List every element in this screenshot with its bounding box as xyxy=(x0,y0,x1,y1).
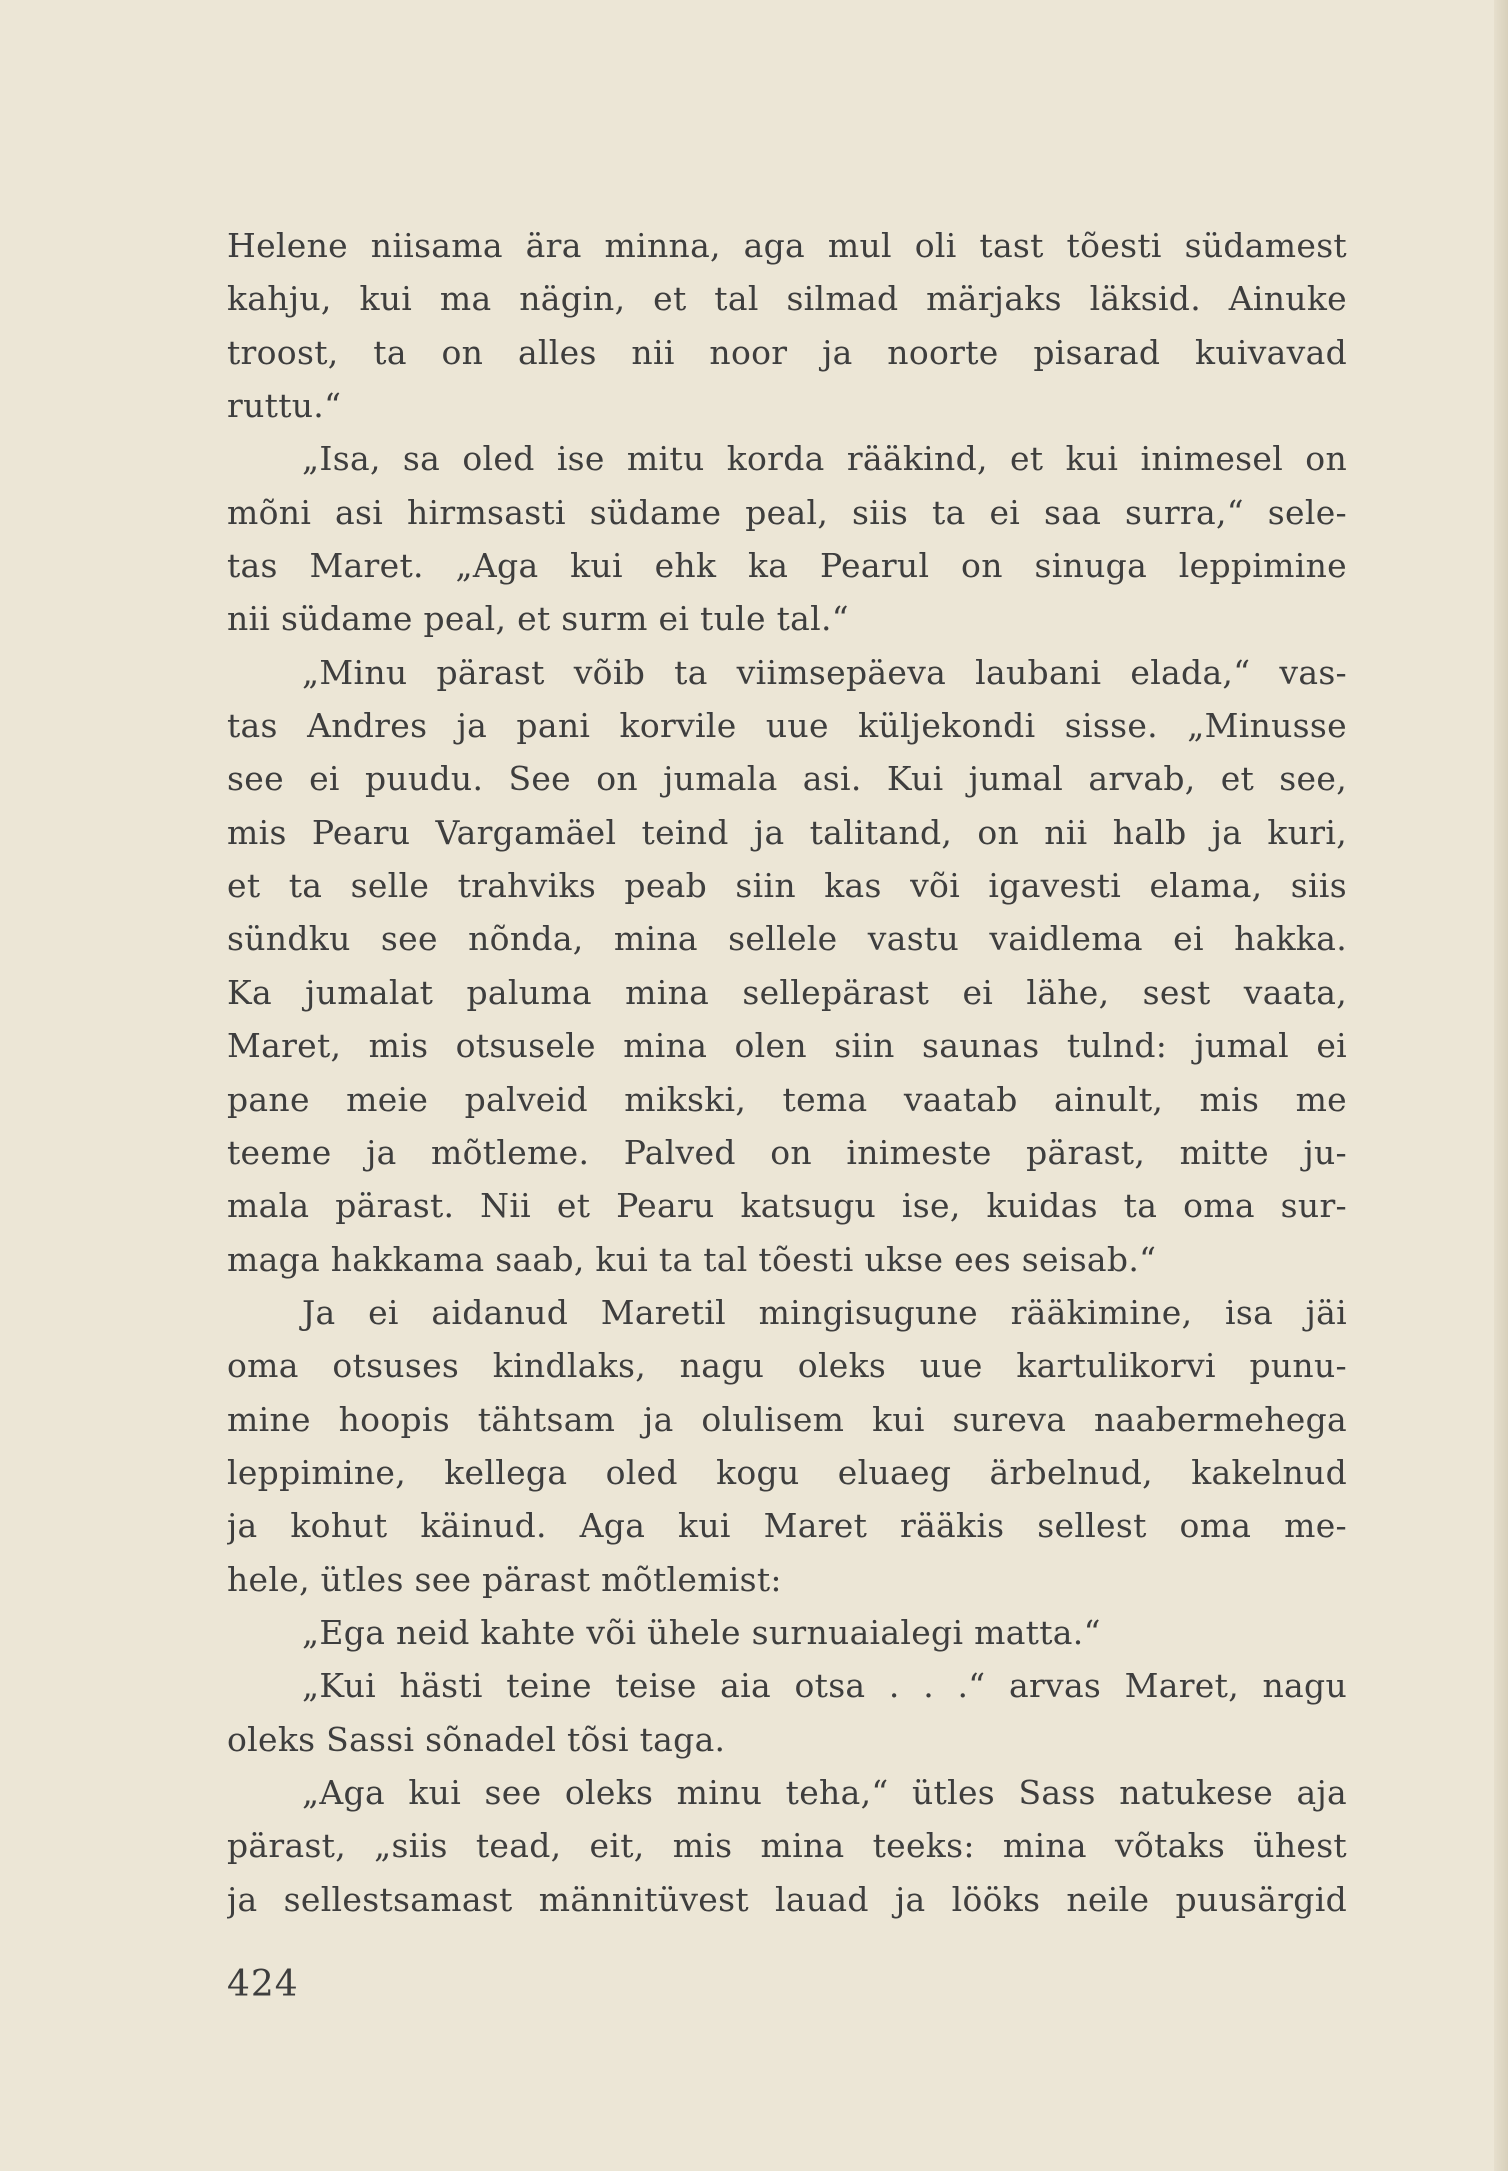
text-line: oleks Sassi sõnadel tõsi taga. xyxy=(227,1719,726,1759)
text-line: pärast, „siis tead, eit, mis mina teeks: mina võtaks ühest xyxy=(227,1826,1347,1866)
text-line: tas Andres ja pani korvile uue küljekondi sisse. „Minusse xyxy=(227,706,1347,746)
text-line: „Ega neid kahte või ühele surnuaialegi matta.“ xyxy=(302,1612,1101,1652)
text-line: „Kui hästi teine teise aia otsa . . .“ arvas Maret, nagu xyxy=(302,1666,1347,1706)
text-line: „Isa, sa oled ise mitu korda rääkind, et kui inimesel on xyxy=(302,439,1347,479)
text-line: Maret, mis otsusele mina olen siin saunas tulnd: jumal ei xyxy=(227,1026,1347,1066)
text-line: ja kohut käinud. Aga kui Maret rääkis sellest oma me- xyxy=(227,1506,1347,1546)
text-line: troost, ta on alles nii noor ja noorte pisarad kuivavad xyxy=(227,332,1347,372)
text-line: nii südame peal, et surm ei tule tal.“ xyxy=(227,599,849,639)
text-line: „Minu pärast võib ta viimsepäeva laubani elada,“ vas- xyxy=(302,652,1347,692)
text-line: hele, ütles see pärast mõtlemist: xyxy=(227,1559,782,1599)
text-line: see ei puudu. See on jumala asi. Kui jumal arvab, et see, xyxy=(227,759,1347,799)
text-line: kahju, kui ma nägin, et tal silmad märjaks läksid. Ainuke xyxy=(227,279,1347,319)
text-line: leppimine, kellega oled kogu eluaeg ärbelnud, kakelnud xyxy=(227,1452,1347,1492)
text-line: Ja ei aidanud Maretil mingisugune rääkimine, isa jäi xyxy=(302,1292,1347,1332)
text-line: oma otsuses kindlaks, nagu oleks uue kartulikorvi punu- xyxy=(227,1346,1347,1386)
text-line: teeme ja mõtleme. Palved on inimeste pärast, mitte ju- xyxy=(227,1132,1347,1172)
text-line: ruttu.“ xyxy=(227,386,342,426)
text-line: tas Maret. „Aga kui ehk ka Pearul on sinuga leppimine xyxy=(227,546,1347,586)
page-body-text xyxy=(227,219,1347,1926)
text-line: mala pärast. Nii et Pearu katsugu ise, kuidas ta oma sur- xyxy=(227,1186,1347,1226)
text-line: mine hoopis tähtsam ja olulisem kui sureva naabermehega xyxy=(227,1399,1347,1439)
page-number: 424 xyxy=(227,1964,299,2005)
text-line: et ta selle trahviks peab siin kas või igavesti elama, siis xyxy=(227,866,1347,906)
text-line: „Aga kui see oleks minu teha,“ ütles Sass natukese aja xyxy=(302,1772,1347,1812)
text-line: mis Pearu Vargamäel teind ja talitand, on nii halb ja kuri, xyxy=(227,812,1347,852)
text-line: Ka jumalat paluma mina sellepärast ei lähe, sest vaata, xyxy=(227,972,1347,1012)
text-line: Helene niisama ära minna, aga mul oli tast tõesti südamest xyxy=(227,226,1347,265)
text-line: mõni asi hirmsasti südame peal, siis ta ei saa surra,“ sele- xyxy=(227,492,1347,532)
text-line: sündku see nõnda, mina sellele vastu vaidlema ei hakka. xyxy=(227,919,1347,959)
text-line: maga hakkama saab, kui ta tal tõesti ukse ees seisab.“ xyxy=(227,1239,1157,1279)
text-line: pane meie palveid mikski, tema vaatab ainult, mis me xyxy=(227,1079,1347,1119)
page-edge xyxy=(1494,0,1508,2171)
text-line: ja sellestsamast männitüvest lauad ja lööks neile puusärgid xyxy=(227,1879,1347,1919)
